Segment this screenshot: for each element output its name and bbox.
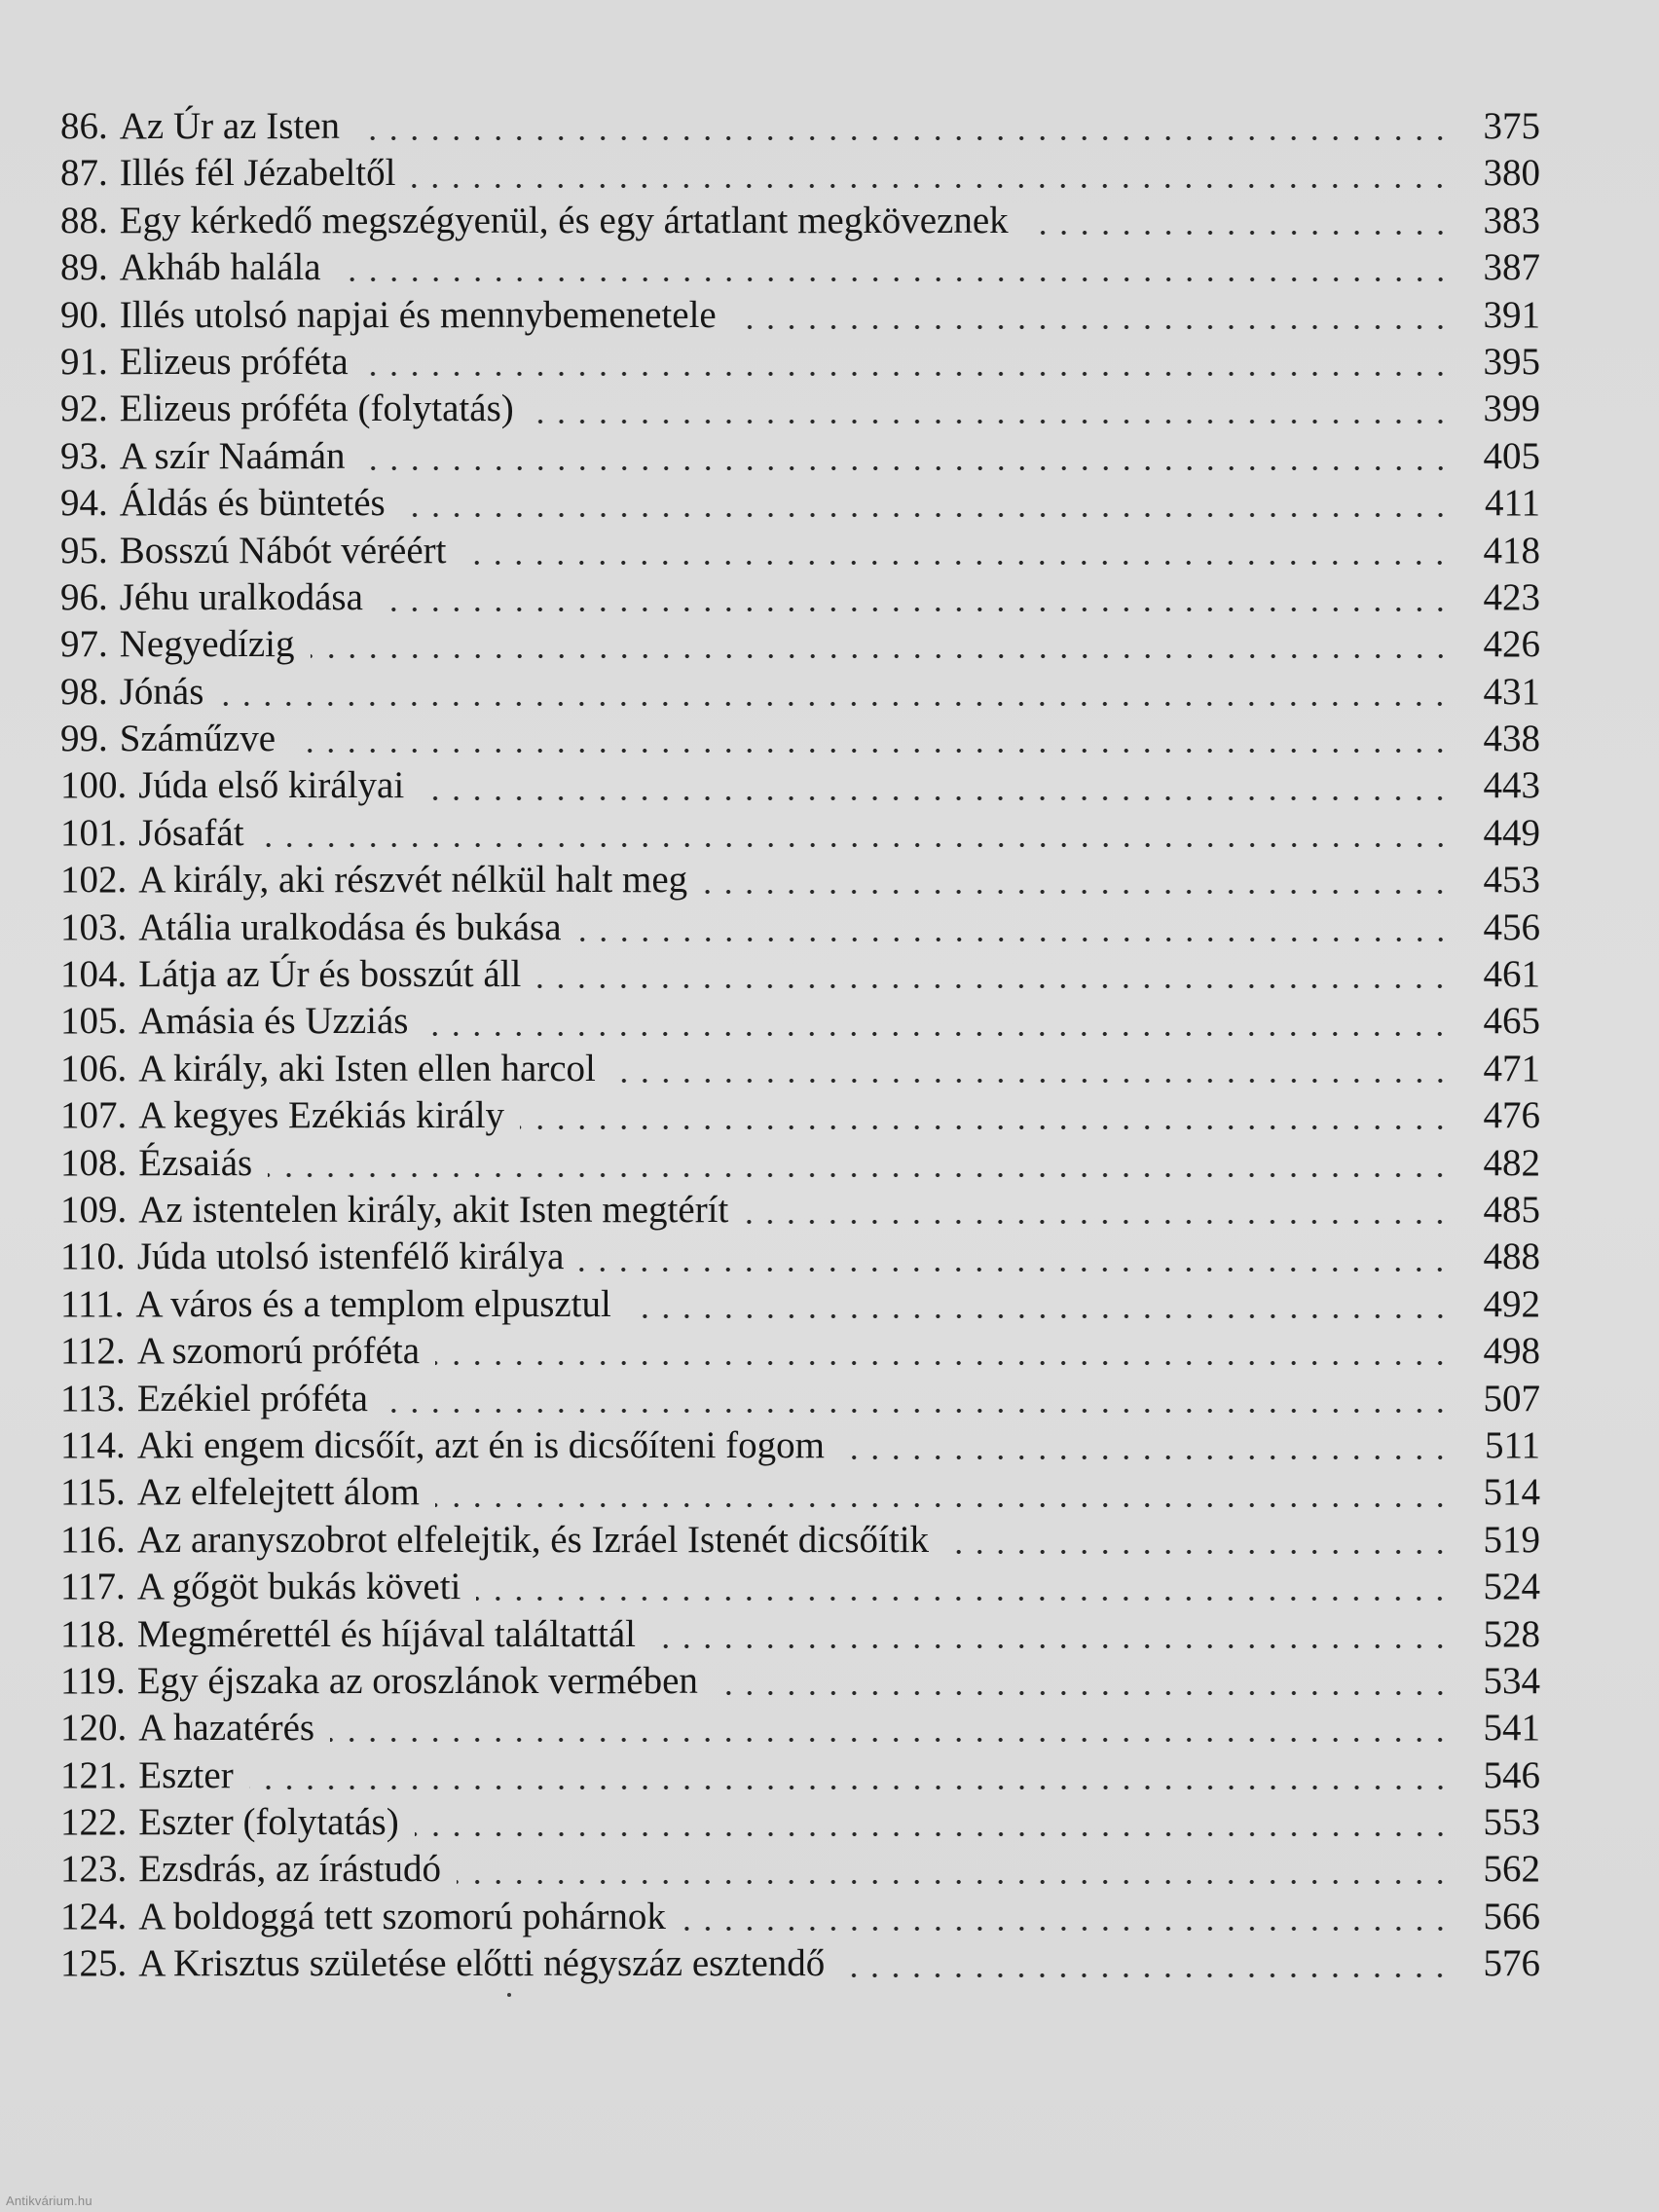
dot-leader — [249, 1783, 1451, 1792]
toc-entry — [60, 1611, 1540, 1658]
toc-entry — [60, 1517, 1540, 1564]
entry-number: 112. — [60, 1330, 126, 1373]
entry-page-number: 485 — [1483, 1188, 1540, 1231]
dot-leader — [219, 699, 1451, 709]
entry-page-number: 438 — [1483, 718, 1540, 760]
toc-entry — [60, 951, 1540, 998]
toc-entry — [60, 1422, 1540, 1469]
entry-title: A szomorú próféta — [136, 1330, 421, 1373]
entry-page-number: 541 — [1483, 1707, 1540, 1750]
entry-title: Eszter — [138, 1753, 234, 1796]
entry-page-number: 443 — [1483, 764, 1540, 807]
entry-number: 96. — [60, 575, 108, 618]
dot-leader — [530, 417, 1451, 426]
toc-entry — [60, 386, 1540, 432]
entry-page-number: 375 — [1483, 105, 1540, 147]
dot-leader — [579, 1265, 1451, 1274]
toc-entry — [60, 1281, 1540, 1328]
toc-entry — [60, 480, 1540, 527]
entry-page-number: 514 — [1483, 1471, 1540, 1514]
toc-entry — [60, 1799, 1540, 1846]
entry-page-number: 553 — [1483, 1801, 1540, 1844]
toc-entry — [60, 716, 1540, 762]
dot-leader — [364, 369, 1451, 379]
entry-title: Aki engem dicsőít, azt én is dicsőíteni fogom — [136, 1423, 826, 1466]
entry-number: 102. — [60, 859, 128, 902]
toc-entry — [60, 621, 1540, 668]
toc-entry — [60, 198, 1540, 244]
entry-title: Száműzve — [119, 718, 276, 760]
toc-entry — [60, 1658, 1540, 1705]
entry-number: 124. — [60, 1895, 128, 1937]
dot-leader — [461, 558, 1451, 568]
entry-page-number: 383 — [1483, 199, 1540, 241]
entry-number: 108. — [60, 1141, 128, 1184]
toc-entry — [60, 244, 1540, 291]
entry-page-number: 449 — [1483, 811, 1540, 854]
entry-title: Jósafát — [138, 811, 244, 854]
toc-entry — [60, 339, 1540, 386]
entry-title: Az elfelejtett álom — [136, 1471, 421, 1514]
entry-title: Áldás és büntetés — [119, 482, 386, 525]
dot-leader — [355, 133, 1451, 143]
entry-number: 101. — [60, 811, 128, 854]
toc-entry — [60, 1564, 1540, 1610]
dot-leader — [435, 1500, 1451, 1510]
entry-number: 88. — [60, 199, 108, 241]
entry-title: Megmérettél és híjával találtattál — [136, 1612, 637, 1655]
entry-number: 116. — [60, 1518, 126, 1561]
entry-number: 86. — [60, 105, 108, 147]
toc-entry — [60, 904, 1540, 951]
entry-title: Illés utolsó napjai és mennybemenetele — [119, 293, 717, 336]
entry-number: 98. — [60, 670, 108, 713]
entry-number: 92. — [60, 387, 108, 430]
entry-number: 110. — [60, 1235, 126, 1278]
entry-number: 90. — [60, 293, 108, 336]
entry-title: Júda első királyai — [138, 764, 405, 807]
entry-title: Látja az Úr és bosszút áll — [138, 953, 522, 996]
dot-leader — [401, 510, 1451, 520]
dot-leader — [311, 651, 1451, 661]
toc-entry — [60, 1469, 1540, 1516]
dot-leader — [520, 1123, 1451, 1132]
entry-page-number: 488 — [1483, 1235, 1540, 1278]
toc-entry — [60, 1752, 1540, 1799]
toc-entry — [60, 292, 1540, 339]
entry-title: Eszter (folytatás) — [138, 1801, 399, 1844]
entry-title: Elizeus próféta — [119, 340, 349, 383]
entry-number: 113. — [60, 1377, 126, 1419]
dot-leader — [536, 981, 1451, 991]
dot-leader — [291, 746, 1451, 756]
toc-entry — [60, 103, 1540, 150]
entry-page-number: 562 — [1483, 1848, 1540, 1891]
entry-title: A hazatérés — [138, 1707, 315, 1750]
entry-number: 94. — [60, 482, 108, 525]
entry-number: 125. — [60, 1942, 128, 1985]
entry-title: Akháb halála — [119, 246, 321, 289]
entry-number: 122. — [60, 1801, 128, 1844]
entry-title: A kegyes Ezékiás király — [138, 1094, 505, 1137]
toc-entry — [60, 1234, 1540, 1280]
entry-title: Az aranyszobrot elfelejtik, és Izráel Istenét dicsőítik — [136, 1518, 930, 1561]
entry-title: Ezsdrás, az írástudó — [138, 1848, 442, 1891]
entry-page-number: 399 — [1483, 387, 1540, 430]
toc-entry — [60, 1846, 1540, 1893]
dot-leader — [744, 1217, 1451, 1227]
entry-page-number: 507 — [1483, 1377, 1540, 1419]
toc-entry — [60, 857, 1540, 903]
dot-leader — [651, 1641, 1451, 1651]
entry-number: 91. — [60, 340, 108, 383]
entry-page-number: 519 — [1483, 1518, 1540, 1561]
entry-page-number: 431 — [1483, 670, 1540, 713]
toc-entry — [60, 1140, 1540, 1187]
entry-page-number: 453 — [1483, 859, 1540, 902]
entry-title: Ezékiel próféta — [136, 1377, 368, 1419]
entry-page-number: 524 — [1483, 1566, 1540, 1608]
entry-number: 114. — [60, 1423, 126, 1466]
toc-entry — [60, 1940, 1540, 1987]
entry-number: 121. — [60, 1753, 128, 1796]
dot-leader — [424, 1029, 1451, 1039]
dot-leader — [611, 1076, 1451, 1086]
dot-leader — [411, 181, 1451, 191]
toc-entry — [60, 1187, 1540, 1234]
entry-title: Júda utolsó istenfélő királya — [136, 1235, 565, 1278]
dot-leader — [330, 1735, 1451, 1745]
toc-entry — [60, 1328, 1540, 1375]
entry-page-number: 405 — [1483, 434, 1540, 477]
entry-page-number: 546 — [1483, 1753, 1540, 1796]
toc-entry — [60, 574, 1540, 621]
entry-title: Illés fél Jézabeltől — [119, 152, 396, 195]
dot-leader — [361, 463, 1451, 473]
entry-title: A Krisztus születése előtti négyszáz esztendő — [138, 1942, 826, 1985]
dot-leader — [435, 1358, 1451, 1368]
dot-leader — [420, 793, 1451, 803]
entry-page-number: 528 — [1483, 1612, 1540, 1655]
entry-title: Bosszú Nábót véréért — [119, 529, 447, 571]
entry-title: Elizeus próféta (folytatás) — [119, 387, 514, 430]
entry-title: A király, aki Isten ellen harcol — [138, 1047, 596, 1089]
entry-page-number: 456 — [1483, 905, 1540, 948]
entry-page-number: 482 — [1483, 1141, 1540, 1184]
entry-page-number: 418 — [1483, 529, 1540, 571]
entry-number: 89. — [60, 246, 108, 289]
entry-page-number: 387 — [1483, 246, 1540, 289]
dot-leader — [415, 1829, 1451, 1839]
dot-leader — [457, 1877, 1451, 1887]
entry-page-number: 476 — [1483, 1094, 1540, 1137]
toc-entry — [60, 1092, 1540, 1139]
dot-leader — [384, 1406, 1451, 1416]
entry-title: A boldoggá tett szomorú pohárnok — [138, 1895, 666, 1937]
print-speck — [507, 1993, 511, 1997]
entry-title: A város és a templom elpusztul — [135, 1282, 611, 1325]
entry-number: 107. — [60, 1094, 128, 1137]
entry-title: A király, aki részvét nélkül halt meg — [138, 859, 688, 902]
entry-page-number: 465 — [1483, 1000, 1540, 1043]
entry-number: 119. — [60, 1659, 126, 1702]
entry-page-number: 461 — [1483, 953, 1540, 996]
toc-entry — [60, 528, 1540, 574]
toc-entry — [60, 433, 1540, 480]
toc-entry — [60, 669, 1540, 716]
entry-number: 118. — [60, 1612, 126, 1655]
entry-page-number: 566 — [1483, 1895, 1540, 1937]
dot-leader — [682, 1924, 1451, 1934]
entry-number: 97. — [60, 623, 108, 666]
entry-number: 87. — [60, 152, 108, 195]
dot-leader — [379, 605, 1451, 614]
dot-leader — [1024, 228, 1451, 238]
entry-number: 123. — [60, 1848, 128, 1891]
entry-title: Az istentelen király, akit Isten megtérít — [138, 1188, 729, 1231]
entry-title: A szír Naámán — [119, 434, 346, 477]
entry-title: Jéhu uralkodása — [119, 575, 363, 618]
entry-page-number: 511 — [1484, 1423, 1540, 1466]
entry-page-number: 471 — [1483, 1047, 1540, 1089]
dot-leader — [703, 887, 1451, 897]
entry-number: 106. — [60, 1047, 128, 1089]
entry-number: 95. — [60, 529, 108, 571]
toc-entry — [60, 1705, 1540, 1751]
toc-entry — [60, 762, 1540, 809]
entry-number: 93. — [60, 434, 108, 477]
entry-page-number: 423 — [1483, 575, 1540, 618]
entry-page-number: 395 — [1483, 340, 1540, 383]
toc-entry — [60, 1376, 1540, 1422]
entry-number: 104. — [60, 953, 128, 996]
dot-leader — [732, 322, 1451, 332]
entry-title: Egy éjszaka az oroszlánok vermében — [136, 1659, 698, 1702]
entry-title: A gőgöt bukás követi — [136, 1566, 461, 1608]
entry-number: 105. — [60, 1000, 128, 1043]
entry-number: 103. — [60, 905, 128, 948]
entry-number: 115. — [60, 1471, 126, 1514]
entry-page-number: 498 — [1483, 1330, 1540, 1373]
dot-leader — [840, 1971, 1451, 1980]
toc-entry — [60, 1046, 1540, 1092]
dot-leader — [627, 1311, 1451, 1321]
entry-number: 99. — [60, 718, 108, 760]
dot-leader — [714, 1688, 1451, 1698]
entry-page-number: 492 — [1483, 1282, 1540, 1325]
dot-leader — [268, 1170, 1451, 1180]
entry-number: 100. — [60, 764, 128, 807]
entry-page-number: 534 — [1483, 1659, 1540, 1702]
dot-leader — [476, 1594, 1451, 1604]
entry-number: 111. — [60, 1282, 125, 1325]
watermark: Antikvárium.hu — [6, 2194, 92, 2208]
toc-entry — [60, 1894, 1540, 1940]
entry-number: 109. — [60, 1188, 128, 1231]
table-of-contents — [60, 103, 1540, 1988]
entry-page-number: 380 — [1483, 152, 1540, 195]
toc-entry — [60, 810, 1540, 857]
entry-title: Ézsaiás — [138, 1141, 253, 1184]
dot-leader — [337, 275, 1451, 284]
entry-title: Atália uralkodása és bukása — [138, 905, 562, 948]
entry-title: Jónás — [119, 670, 204, 713]
entry-page-number: 411 — [1484, 482, 1540, 525]
dot-leader — [577, 935, 1451, 944]
entry-page-number: 391 — [1483, 293, 1540, 336]
toc-entry — [60, 998, 1540, 1045]
dot-leader — [260, 840, 1451, 850]
dot-leader — [944, 1547, 1451, 1557]
toc-entry — [60, 150, 1540, 197]
entry-title: Negyedízig — [119, 623, 295, 666]
entry-page-number: 576 — [1483, 1942, 1540, 1985]
entry-number: 117. — [60, 1566, 126, 1608]
entry-page-number: 426 — [1483, 623, 1540, 666]
entry-title: Amásia és Uzziás — [138, 1000, 409, 1043]
entry-title: Az Úr az Isten — [119, 105, 341, 147]
entry-number: 120. — [60, 1707, 128, 1750]
entry-title: Egy kérkedő megszégyenül, és egy ártatlant megköveznek — [119, 199, 1009, 241]
dot-leader — [840, 1453, 1451, 1462]
